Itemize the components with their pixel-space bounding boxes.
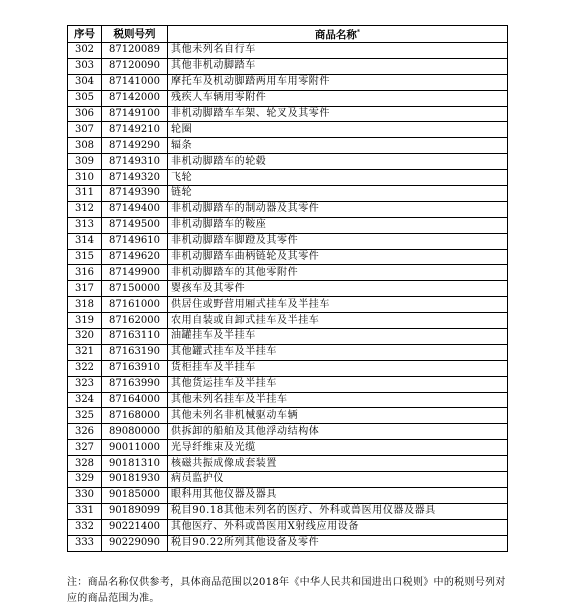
row-product-name: 其他非机动脚踏车 xyxy=(168,58,508,74)
row-seq: 312 xyxy=(68,201,102,217)
table-row xyxy=(68,265,508,281)
row-seq: 326 xyxy=(68,424,102,440)
table-row xyxy=(68,281,508,297)
row-product-name: 辐条 xyxy=(168,138,508,154)
table-row xyxy=(68,186,508,202)
row-product-name: 非机动脚踏车的其他零附件 xyxy=(168,265,508,281)
row-seq: 305 xyxy=(68,90,102,106)
row-tariff-code: 89080000 xyxy=(102,424,168,440)
row-product-name: 非机动脚踏车曲柄链轮及其零件 xyxy=(168,249,508,265)
row-product-name: 摩托车及机动脚踏两用车用零附件 xyxy=(168,74,508,90)
row-product-name: 飞轮 xyxy=(168,170,508,186)
row-seq: 302 xyxy=(68,43,102,59)
row-seq: 328 xyxy=(68,456,102,472)
row-product-name: 其他罐式挂车及半挂车 xyxy=(168,344,508,360)
row-tariff-code: 90229090 xyxy=(102,535,168,551)
row-product-name: 病员监护仪 xyxy=(168,472,508,488)
table-row xyxy=(68,535,508,551)
row-tariff-code: 90011000 xyxy=(102,440,168,456)
row-tariff-code: 87149320 xyxy=(102,170,168,186)
row-seq: 316 xyxy=(68,265,102,281)
table-row xyxy=(68,376,508,392)
row-seq: 322 xyxy=(68,360,102,376)
table-row xyxy=(68,472,508,488)
row-product-name: 光导纤维束及光缆 xyxy=(168,440,508,456)
row-tariff-code: 90181930 xyxy=(102,472,168,488)
row-tariff-code: 87149210 xyxy=(102,122,168,138)
table-row xyxy=(68,487,508,503)
row-tariff-code: 87149390 xyxy=(102,186,168,202)
row-seq: 324 xyxy=(68,392,102,408)
row-product-name: 婴孩车及其零件 xyxy=(168,281,508,297)
row-product-name: 其他货运挂车及半挂车 xyxy=(168,376,508,392)
table-row xyxy=(68,360,508,376)
row-tariff-code: 87163910 xyxy=(102,360,168,376)
row-seq: 306 xyxy=(68,106,102,122)
row-seq: 315 xyxy=(68,249,102,265)
tariff-table xyxy=(67,25,508,552)
row-seq: 319 xyxy=(68,313,102,329)
row-seq: 318 xyxy=(68,297,102,313)
header-product-name-label: 商品名称 xyxy=(314,29,357,41)
row-tariff-code: 87162000 xyxy=(102,313,168,329)
row-tariff-code: 87149290 xyxy=(102,138,168,154)
row-tariff-code: 87168000 xyxy=(102,408,168,424)
table-row xyxy=(68,440,508,456)
table-row xyxy=(68,43,508,59)
row-product-name: 其他未列名自行车 xyxy=(168,43,508,59)
table-row xyxy=(68,170,508,186)
row-tariff-code: 87149620 xyxy=(102,249,168,265)
row-tariff-code: 90221400 xyxy=(102,519,168,535)
row-seq: 317 xyxy=(68,281,102,297)
table-row xyxy=(68,106,508,122)
table-body xyxy=(68,43,508,552)
row-product-name: 核磁共振成像成套装置 xyxy=(168,456,508,472)
row-seq: 311 xyxy=(68,186,102,202)
row-seq: 330 xyxy=(68,487,102,503)
table-row xyxy=(68,392,508,408)
row-tariff-code: 87149400 xyxy=(102,201,168,217)
row-tariff-code: 87163190 xyxy=(102,344,168,360)
row-seq: 321 xyxy=(68,344,102,360)
header-footnote-mark: * xyxy=(356,29,361,36)
row-seq: 325 xyxy=(68,408,102,424)
row-product-name: 残疾人车辆用零附件 xyxy=(168,90,508,106)
row-tariff-code: 87141000 xyxy=(102,74,168,90)
document-body xyxy=(67,25,507,552)
row-seq: 332 xyxy=(68,519,102,535)
table-row xyxy=(68,344,508,360)
header-product-name xyxy=(168,26,508,43)
table-header-row xyxy=(68,26,508,43)
row-product-name: 税目90.22所列其他设备及零件 xyxy=(168,535,508,551)
footnote: 注：商品名称仅供参考，具体商品范围以2018年《中华人民共和国进出口税则》中的税则号列对应的商品范围为准。 xyxy=(67,577,506,604)
header-tariff-code: 税则号列 xyxy=(102,26,168,43)
row-seq: 303 xyxy=(68,58,102,74)
table-row xyxy=(68,90,508,106)
row-tariff-code: 87142000 xyxy=(102,90,168,106)
row-product-name: 其他医疗、外科或兽医用X射线应用设备 xyxy=(168,519,508,535)
row-product-name: 农用自装或自卸式挂车及半挂车 xyxy=(168,313,508,329)
header-seq: 序号 xyxy=(68,26,102,43)
row-seq: 320 xyxy=(68,329,102,345)
row-seq: 331 xyxy=(68,503,102,519)
table-row xyxy=(68,456,508,472)
row-product-name: 轮圈 xyxy=(168,122,508,138)
row-seq: 327 xyxy=(68,440,102,456)
table-row xyxy=(68,249,508,265)
table-row xyxy=(68,519,508,535)
row-seq: 309 xyxy=(68,154,102,170)
row-tariff-code: 87164000 xyxy=(102,392,168,408)
row-tariff-code: 87163990 xyxy=(102,376,168,392)
table-row xyxy=(68,201,508,217)
table-row xyxy=(68,313,508,329)
table-row xyxy=(68,58,508,74)
row-seq: 308 xyxy=(68,138,102,154)
table-row xyxy=(68,329,508,345)
row-product-name: 货柜挂车及半挂车 xyxy=(168,360,508,376)
row-product-name: 非机动脚踏车的鞍座 xyxy=(168,217,508,233)
row-seq: 307 xyxy=(68,122,102,138)
row-product-name: 税目90.18其他未列名的医疗、外科或兽医用仪器及器具 xyxy=(168,503,508,519)
row-product-name: 非机动脚踏车的轮毂 xyxy=(168,154,508,170)
table-row xyxy=(68,74,508,90)
row-product-name: 链轮 xyxy=(168,186,508,202)
row-tariff-code: 87161000 xyxy=(102,297,168,313)
row-product-name: 非机动脚踏车车架、轮叉及其零件 xyxy=(168,106,508,122)
row-seq: 333 xyxy=(68,535,102,551)
row-seq: 314 xyxy=(68,233,102,249)
row-product-name: 眼科用其他仪器及器具 xyxy=(168,487,508,503)
row-product-name: 其他未列名挂车及半挂车 xyxy=(168,392,508,408)
row-product-name: 非机动脚踏车的制动器及其零件 xyxy=(168,201,508,217)
table-row xyxy=(68,424,508,440)
row-seq: 313 xyxy=(68,217,102,233)
row-tariff-code: 87163110 xyxy=(102,329,168,345)
row-tariff-code: 87149100 xyxy=(102,106,168,122)
row-tariff-code: 87149310 xyxy=(102,154,168,170)
row-product-name: 其他未列名非机械驱动车辆 xyxy=(168,408,508,424)
row-seq: 323 xyxy=(68,376,102,392)
row-seq: 329 xyxy=(68,472,102,488)
row-tariff-code: 90185000 xyxy=(102,487,168,503)
row-tariff-code: 87120090 xyxy=(102,58,168,74)
table-row xyxy=(68,503,508,519)
row-seq: 304 xyxy=(68,74,102,90)
table-row xyxy=(68,154,508,170)
row-product-name: 供居住或野营用厢式挂车及半挂车 xyxy=(168,297,508,313)
table-row xyxy=(68,408,508,424)
row-tariff-code: 87149500 xyxy=(102,217,168,233)
row-tariff-code: 90189099 xyxy=(102,503,168,519)
row-seq: 310 xyxy=(68,170,102,186)
row-tariff-code: 87149610 xyxy=(102,233,168,249)
table-row xyxy=(68,297,508,313)
row-product-name: 非机动脚踏车脚蹬及其零件 xyxy=(168,233,508,249)
row-product-name: 油罐挂车及半挂车 xyxy=(168,329,508,345)
table-row xyxy=(68,233,508,249)
row-tariff-code: 87150000 xyxy=(102,281,168,297)
table-row xyxy=(68,122,508,138)
row-product-name: 供拆卸的船舶及其他浮动结构体 xyxy=(168,424,508,440)
row-tariff-code: 87149900 xyxy=(102,265,168,281)
table-row xyxy=(68,138,508,154)
row-tariff-code: 90181310 xyxy=(102,456,168,472)
row-tariff-code: 87120089 xyxy=(102,43,168,59)
table-row xyxy=(68,217,508,233)
